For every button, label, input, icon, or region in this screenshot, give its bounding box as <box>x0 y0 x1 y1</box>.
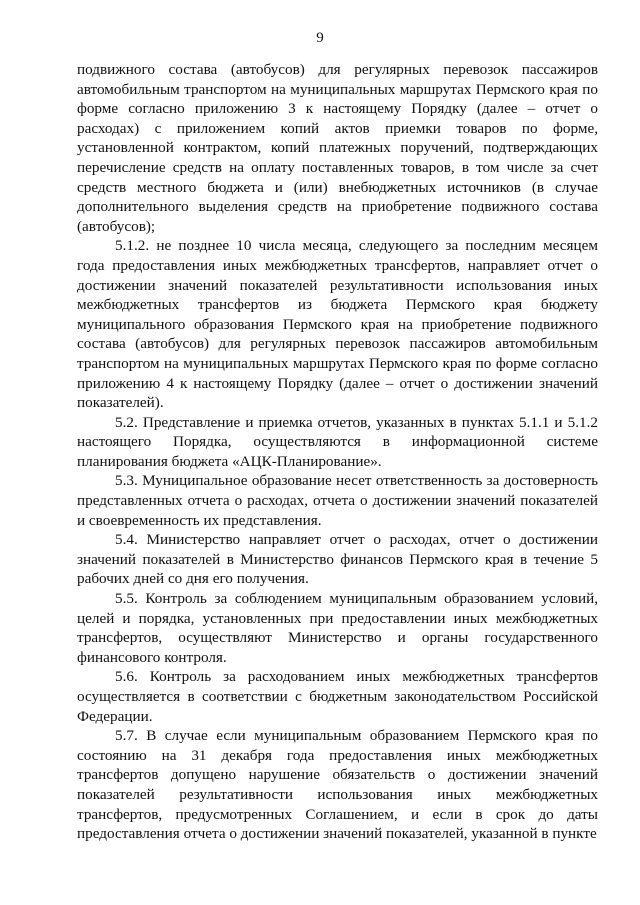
paragraph-5-7: 5.7. В случае если муниципальным образованием Пермского края по состоянию на 31 декабря года предоставления иных межбюджетных трансфертов допущено нарушение обязательств о достижении значений показателей результативности использования иных межбюджетных трансфертов, предусмотренных Соглашением, и если в срок до даты предоставления отчета о достижении значений показателей, указанной в пункте <box>77 727 598 843</box>
paragraph-5-1-2: 5.1.2. не позднее 10 числа месяца, следующего за последним месяцем года предоставления иных межбюджетных трансфертов, направляет отчет о достижении значений показателей результативности использования иных межбюджетных трансфертов из бюджета Пермского края бюджету муниципального образования Пермского края на приобретение подвижного состава (автобусов) для регулярных перевозок пассажиров автомобильным транспортом на муниципальных маршрутах Пермского края по форме согласно приложению 4 к настоящему Порядку (далее – отчет о достижении значений показателей). <box>77 237 598 412</box>
page-number: 9 <box>316 30 324 46</box>
paragraph-5-2: 5.2. Представление и приемка отчетов, указанных в пунктах 5.1.1 и 5.1.2 настоящего Порядка, осуществляются в информационной системе планирования бюджета «АЦК-Планирование». <box>77 413 598 470</box>
paragraph-5-6: 5.6. Контроль за расходованием иных межбюджетных трансфертов осуществляется в соответствии с бюджетным законодательством Российской Федерации. <box>77 668 598 725</box>
paragraph-5-4: 5.4. Министерство направляет отчет о расходах, отчет о достижении значений показателей в Министерство финансов Пермского края в течение 5 рабочих дней со дня его получения. <box>77 531 598 588</box>
paragraph-5-3: 5.3. Муниципальное образование несет ответственность за достоверность представленных отчета о расходах, отчета о достижении значений показателей и своевременность их представления. <box>77 472 598 529</box>
paragraph-continuation: подвижного состава (автобусов) для регулярных перевозок пассажиров автомобильным транспортом на муниципальных маршрутах Пермского края по форме согласно приложению 3 к настоящему Порядку (далее – отчет о расходах) с приложением копий актов приемки товаров по форме, установленной контрактом, копий платежных поручений, подтверждающих перечисление средств на оплату поставленных товаров, в том числе за счет средств местного бюджета и (или) внебюджетных источников (в случае дополнительного выделения средств на приобретение подвижного состава (автобусов); <box>77 61 598 235</box>
document-body <box>77 60 598 844</box>
paragraph-5-5: 5.5. Контроль за соблюдением муниципальным образованием условий, целей и порядка, установленных при предоставлении иных межбюджетных трансфертов, осуществляют Министерство и органы государственного финансового контроля. <box>77 590 598 666</box>
